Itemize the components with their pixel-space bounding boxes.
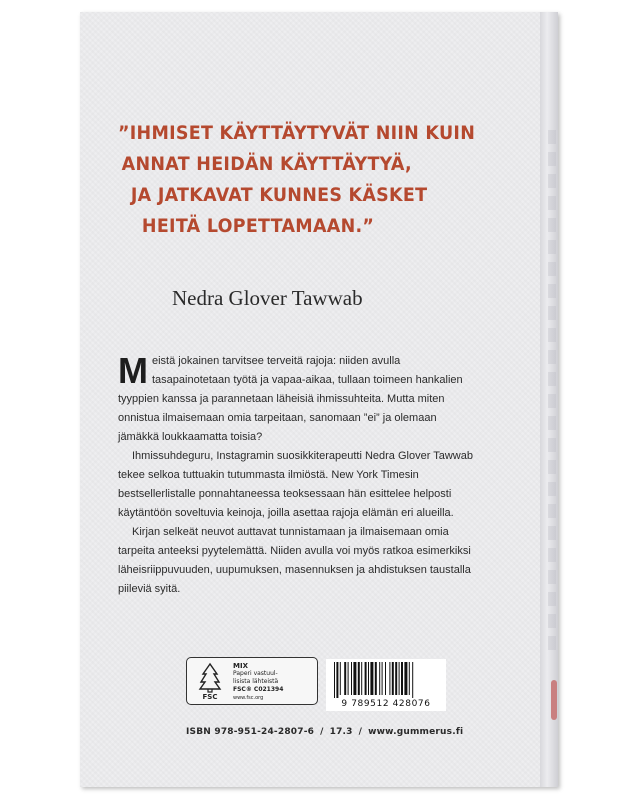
fsc-line: lisista lähteistä xyxy=(233,678,279,685)
footer-separator: / xyxy=(320,727,324,737)
blurb-paragraph: Ihmissuhdeguru, Instagramin suosikkiterapeutti Nedra Glover Tawwab tekee selkoa tuttuakin tutummasta ilmiöstä. New York Timesin bestsellerlistalle ponnahtaneessa teoksessaan hän esittelee helposti käytäntöön soveltuvia keinoja, joilla asettaa rajoja elämän eri alueilla. xyxy=(118,450,473,519)
barcode-bar xyxy=(370,662,373,695)
barcode-bar xyxy=(340,662,341,695)
blurb-paragraph: Kirjan selkeät neuvot auttavat tunnistamaan ja ilmaisemaan omia tarpeita anteeksi pyytelemättä. Niiden avulla voi myös ratkoa esimerkiksi läheisriippuvuuden, uupumuksen, masennuksen ja ahdistuksen taustalla piileviä syitä. xyxy=(118,526,471,595)
cover-quote xyxy=(118,118,504,242)
barcode-bar xyxy=(401,662,403,695)
publisher-url: www.gummerus.fi xyxy=(368,727,464,737)
barcode-bar xyxy=(358,662,360,695)
barcode-bar xyxy=(395,662,397,695)
barcode-bar xyxy=(409,662,410,695)
barcode-bar xyxy=(334,662,335,698)
quote-line: ANNAT HEIDÄN KÄYTTÄYTYÄ, xyxy=(121,153,412,175)
barcode-bar xyxy=(365,662,367,695)
cover-footer xyxy=(186,727,463,737)
blurb-text xyxy=(118,352,478,599)
barcode-bar xyxy=(379,662,380,695)
barcode-number: 9 789512 428076 xyxy=(341,699,431,709)
quote-line: JA JATKAVAT KUNNES KÄSKET xyxy=(130,184,428,206)
barcode-bar xyxy=(344,662,346,695)
barcode-bar xyxy=(404,662,407,695)
barcode-bar xyxy=(353,662,356,695)
fsc-details xyxy=(233,662,283,702)
quote-line: HEITÄ LOPETTAMAAN.” xyxy=(141,215,375,237)
barcode-bar xyxy=(351,662,352,695)
fsc-tree-icon xyxy=(193,661,227,701)
quote-author: Nedra Glover Tawwab xyxy=(172,286,363,310)
paragraph-text: eistä jokainen tarvitsee terveitä rajoja: niiden avulla tasapainotetaan työtä ja vapaa-aikaa, tullaan toimeen hankalien tyyppien kanssa ja parannetaan läheisiä ihmissuhteita. Mutta miten onnistua ilmaisemaan omia tarpeitaan, sanomaan ”ei” ja olemaan jämäkkä loukkaamatta toisia? xyxy=(118,355,463,443)
barcode-bar xyxy=(412,662,413,698)
barcode-bar xyxy=(336,662,338,698)
barcode-bar xyxy=(392,662,394,695)
spine-color-tab xyxy=(551,680,557,720)
fsc-site: www.fsc.org xyxy=(233,695,264,701)
fsc-line: Paperi vastuul- xyxy=(233,670,278,677)
fsc-label xyxy=(186,657,318,705)
footer-separator: / xyxy=(358,727,363,737)
quote-line: ”IHMISET KÄYTTÄYTYVÄT NIIN KUIN xyxy=(118,122,476,144)
fsc-logo-text: FSC xyxy=(202,693,218,701)
classification: 17.3 xyxy=(329,727,353,737)
drop-cap: M xyxy=(118,350,148,391)
fsc-code: FSC® C021394 xyxy=(233,686,284,693)
barcode-bar xyxy=(389,662,390,695)
isbn-text: ISBN 978-951-24-2807-6 xyxy=(186,727,315,737)
barcode-bar xyxy=(368,662,369,695)
blurb-paragraph xyxy=(118,352,478,447)
barcode-bar xyxy=(348,662,349,695)
barcode-bar xyxy=(375,662,377,695)
spine-title-show-through xyxy=(548,130,556,650)
barcode-bar xyxy=(382,662,383,695)
barcode-bar xyxy=(361,662,362,695)
fsc-mix: MIX xyxy=(233,662,248,670)
barcode-bar xyxy=(385,662,386,695)
barcode-bars xyxy=(332,662,440,700)
barcode-bar xyxy=(399,662,400,695)
isbn-barcode xyxy=(326,659,446,711)
